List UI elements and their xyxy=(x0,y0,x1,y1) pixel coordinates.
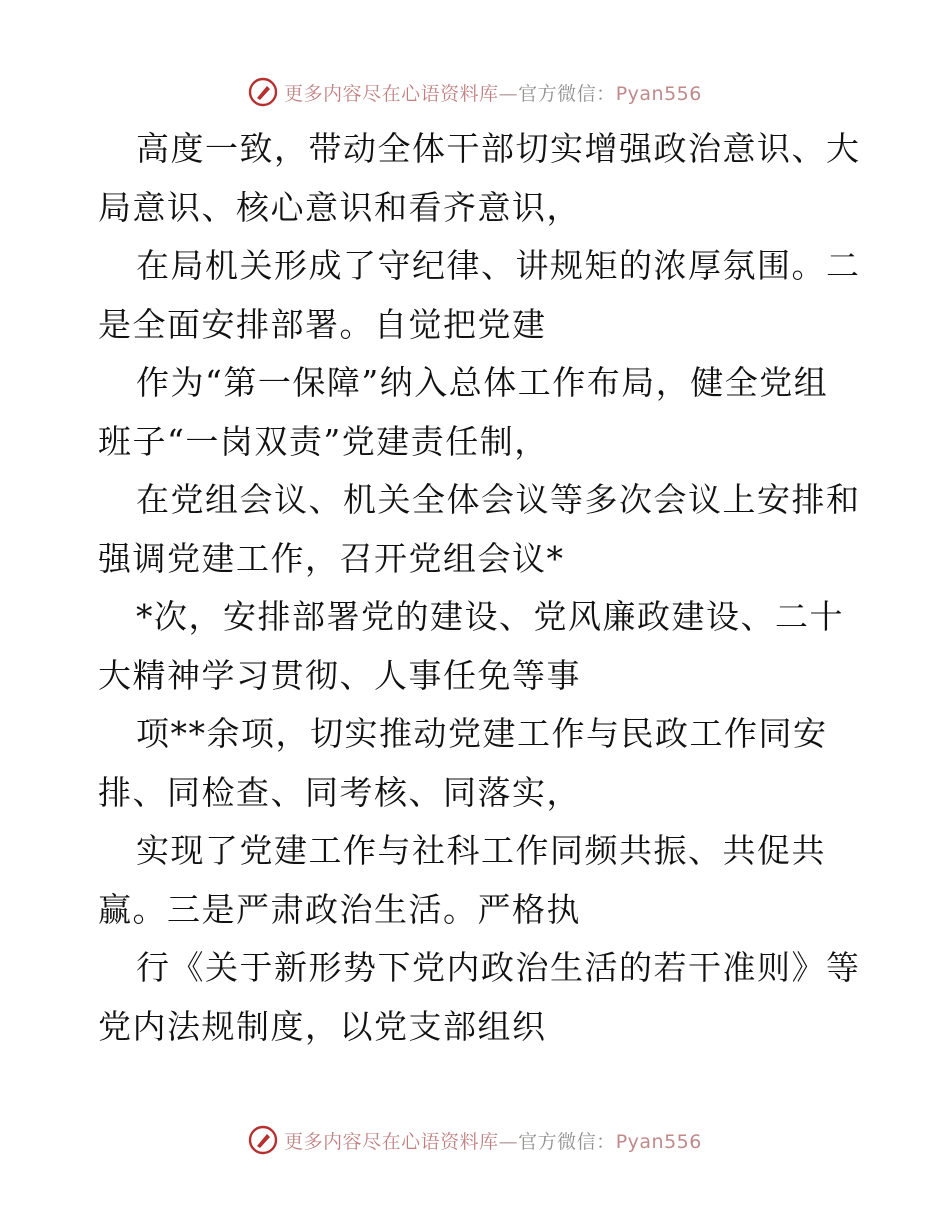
banner-wechat-label: 官方微信： xyxy=(518,1130,616,1153)
text-line: 在党组会议、机关全体会议等多次会议上安排和 xyxy=(136,480,861,519)
footer-banner xyxy=(0,1120,950,1160)
header-banner xyxy=(0,72,950,112)
banner-wechat-id: Pyan556 xyxy=(615,1130,702,1153)
banner-dash: — xyxy=(498,82,519,105)
text-line: 是全面安排部署。自觉把党建 xyxy=(98,304,547,344)
text-line: 赢。三是严肃政治生活。严格执 xyxy=(98,889,581,929)
banner-dash: — xyxy=(498,1130,519,1153)
banner-site: 更多内容尽在心语资料库 xyxy=(284,82,499,105)
text-line: 项**余项，切实推动党建工作与民政工作同安 xyxy=(136,714,828,753)
header-banner-text xyxy=(284,79,702,106)
text-line: 高度一致，带动全体干部切实增强政治意识、大 xyxy=(136,129,861,168)
text-line: 班子“一岗双责”党建责任制， xyxy=(98,421,549,461)
pen-logo-icon xyxy=(248,77,278,107)
banner-wechat-id: Pyan556 xyxy=(615,82,702,105)
banner-wechat-label: 官方微信： xyxy=(518,82,616,105)
text-line: 行《关于新形势下党内政治生活的若干准则》等 xyxy=(136,948,861,987)
text-line: 实现了党建工作与社科工作同频共振、共促共 xyxy=(136,831,826,870)
text-line: *次，安排部署党的建设、党风廉政建设、二十 xyxy=(136,597,844,636)
text-line: 党内法规制度，以党支部组织 xyxy=(98,1006,547,1046)
text-line: 大精神学习贯彻、人事任免等事 xyxy=(98,655,581,695)
text-line: 排、同检查、同考核、同落实， xyxy=(98,772,581,812)
text-line: 在局机关形成了守纪律、讲规矩的浓厚氛围。二 xyxy=(136,246,861,285)
text-line: 强调党建工作，召开党组会议* xyxy=(98,538,565,578)
footer-banner-text xyxy=(284,1127,702,1154)
text-line: 作为“第一保障”纳入总体工作布局，健全党组 xyxy=(136,363,829,402)
text-line: 局意识、核心意识和看齐意识， xyxy=(98,187,581,227)
banner-site: 更多内容尽在心语资料库 xyxy=(284,1130,499,1153)
pen-logo-icon xyxy=(248,1125,278,1155)
document-body xyxy=(98,120,861,1056)
